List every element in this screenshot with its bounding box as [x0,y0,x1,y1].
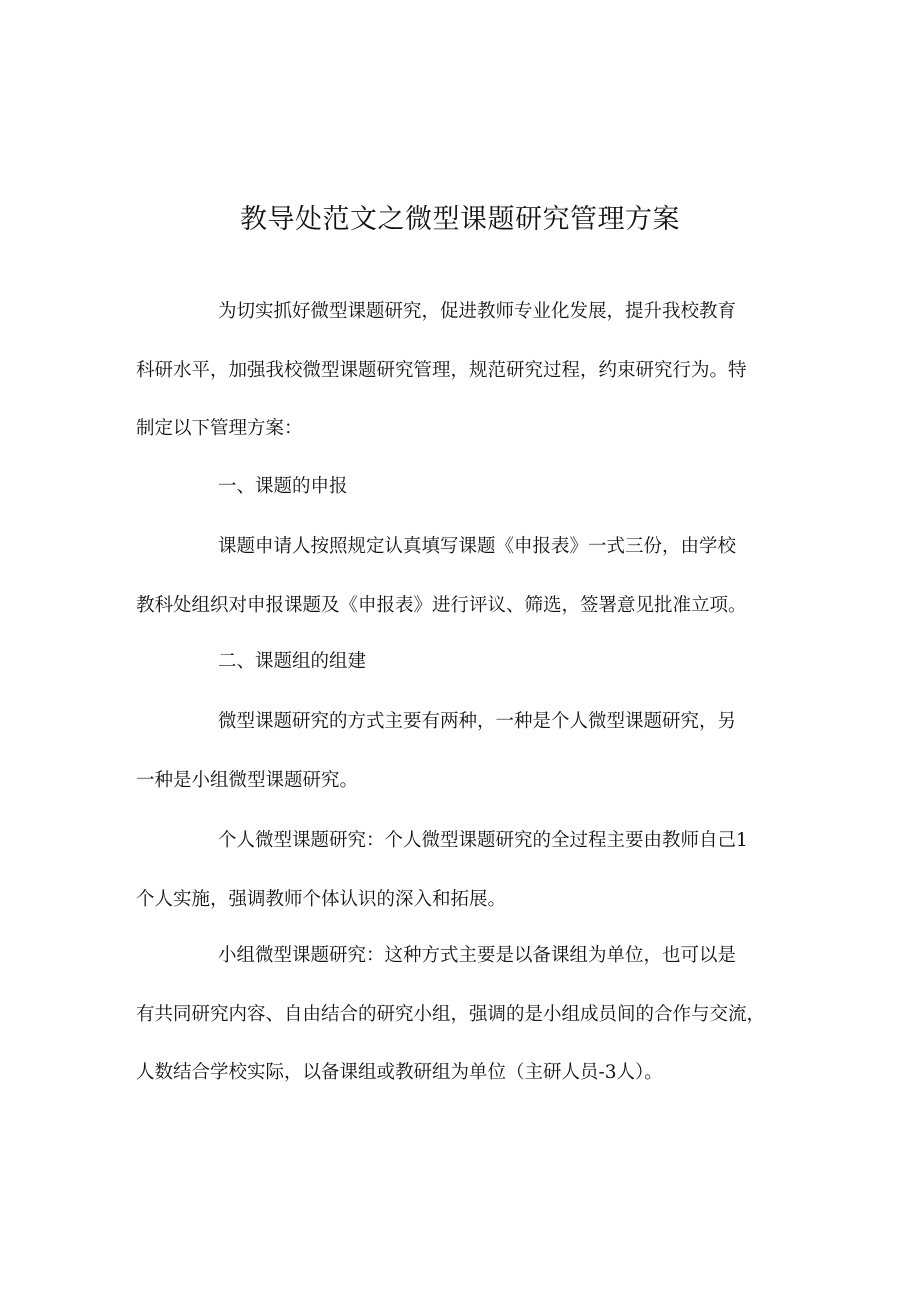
document-title: 教导处范文之微型课题研究管理方案 [240,204,680,235]
paragraph-line: 小组微型课题研究：这种方式主要是以备课组为单位，也可以是 [218,945,737,966]
paragraph-line: 个人实施，强调教师个体认识的深入和拓展。 [136,888,507,910]
section-heading-1: 一、课题的申报 [218,476,348,497]
paragraph-line: 个人微型课题研究：个人微型课题研究的全过程主要由教师自己1 [218,830,748,851]
section2-paragraph-1 [136,693,796,810]
section2-paragraph-2 [136,812,796,929]
paragraph-line: 人数结合学校实际，以备课组或教研组为单位（主研人员-3人）。 [136,1062,663,1083]
section2-paragraph-3 [136,927,796,1103]
paragraph-line: 教科处组织对申报课题及《申报表》进行评议、筛选，签署意见批准立项。 [136,594,747,616]
section1-paragraph [136,518,796,635]
intro-paragraph [136,283,796,459]
paragraph-line: 微型课题研究的方式主要有两种，一种是个人微型课题研究，另 [218,711,737,732]
section-heading-2: 二、课题组的组建 [218,651,367,672]
paragraph-line: 制定以下管理方案： [136,418,303,439]
paragraph-line: 科研水平，加强我校微型课题研究管理，规范研究过程，约束研究行为。特 [136,359,747,381]
paragraph-line: 一种是小组微型课题研究。 [136,769,359,791]
paragraph-line: 课题申请人按照规定认真填写课题《申报表》一式三份，由学校 [218,536,737,557]
paragraph-line: 为切实抓好微型课题研究，促进教师专业化发展，提升我校教育 [218,301,737,322]
paragraph-line: 有共同研究内容、自由结合的研究小组，强调的是小组成员间的合作与交流， [136,1003,766,1025]
